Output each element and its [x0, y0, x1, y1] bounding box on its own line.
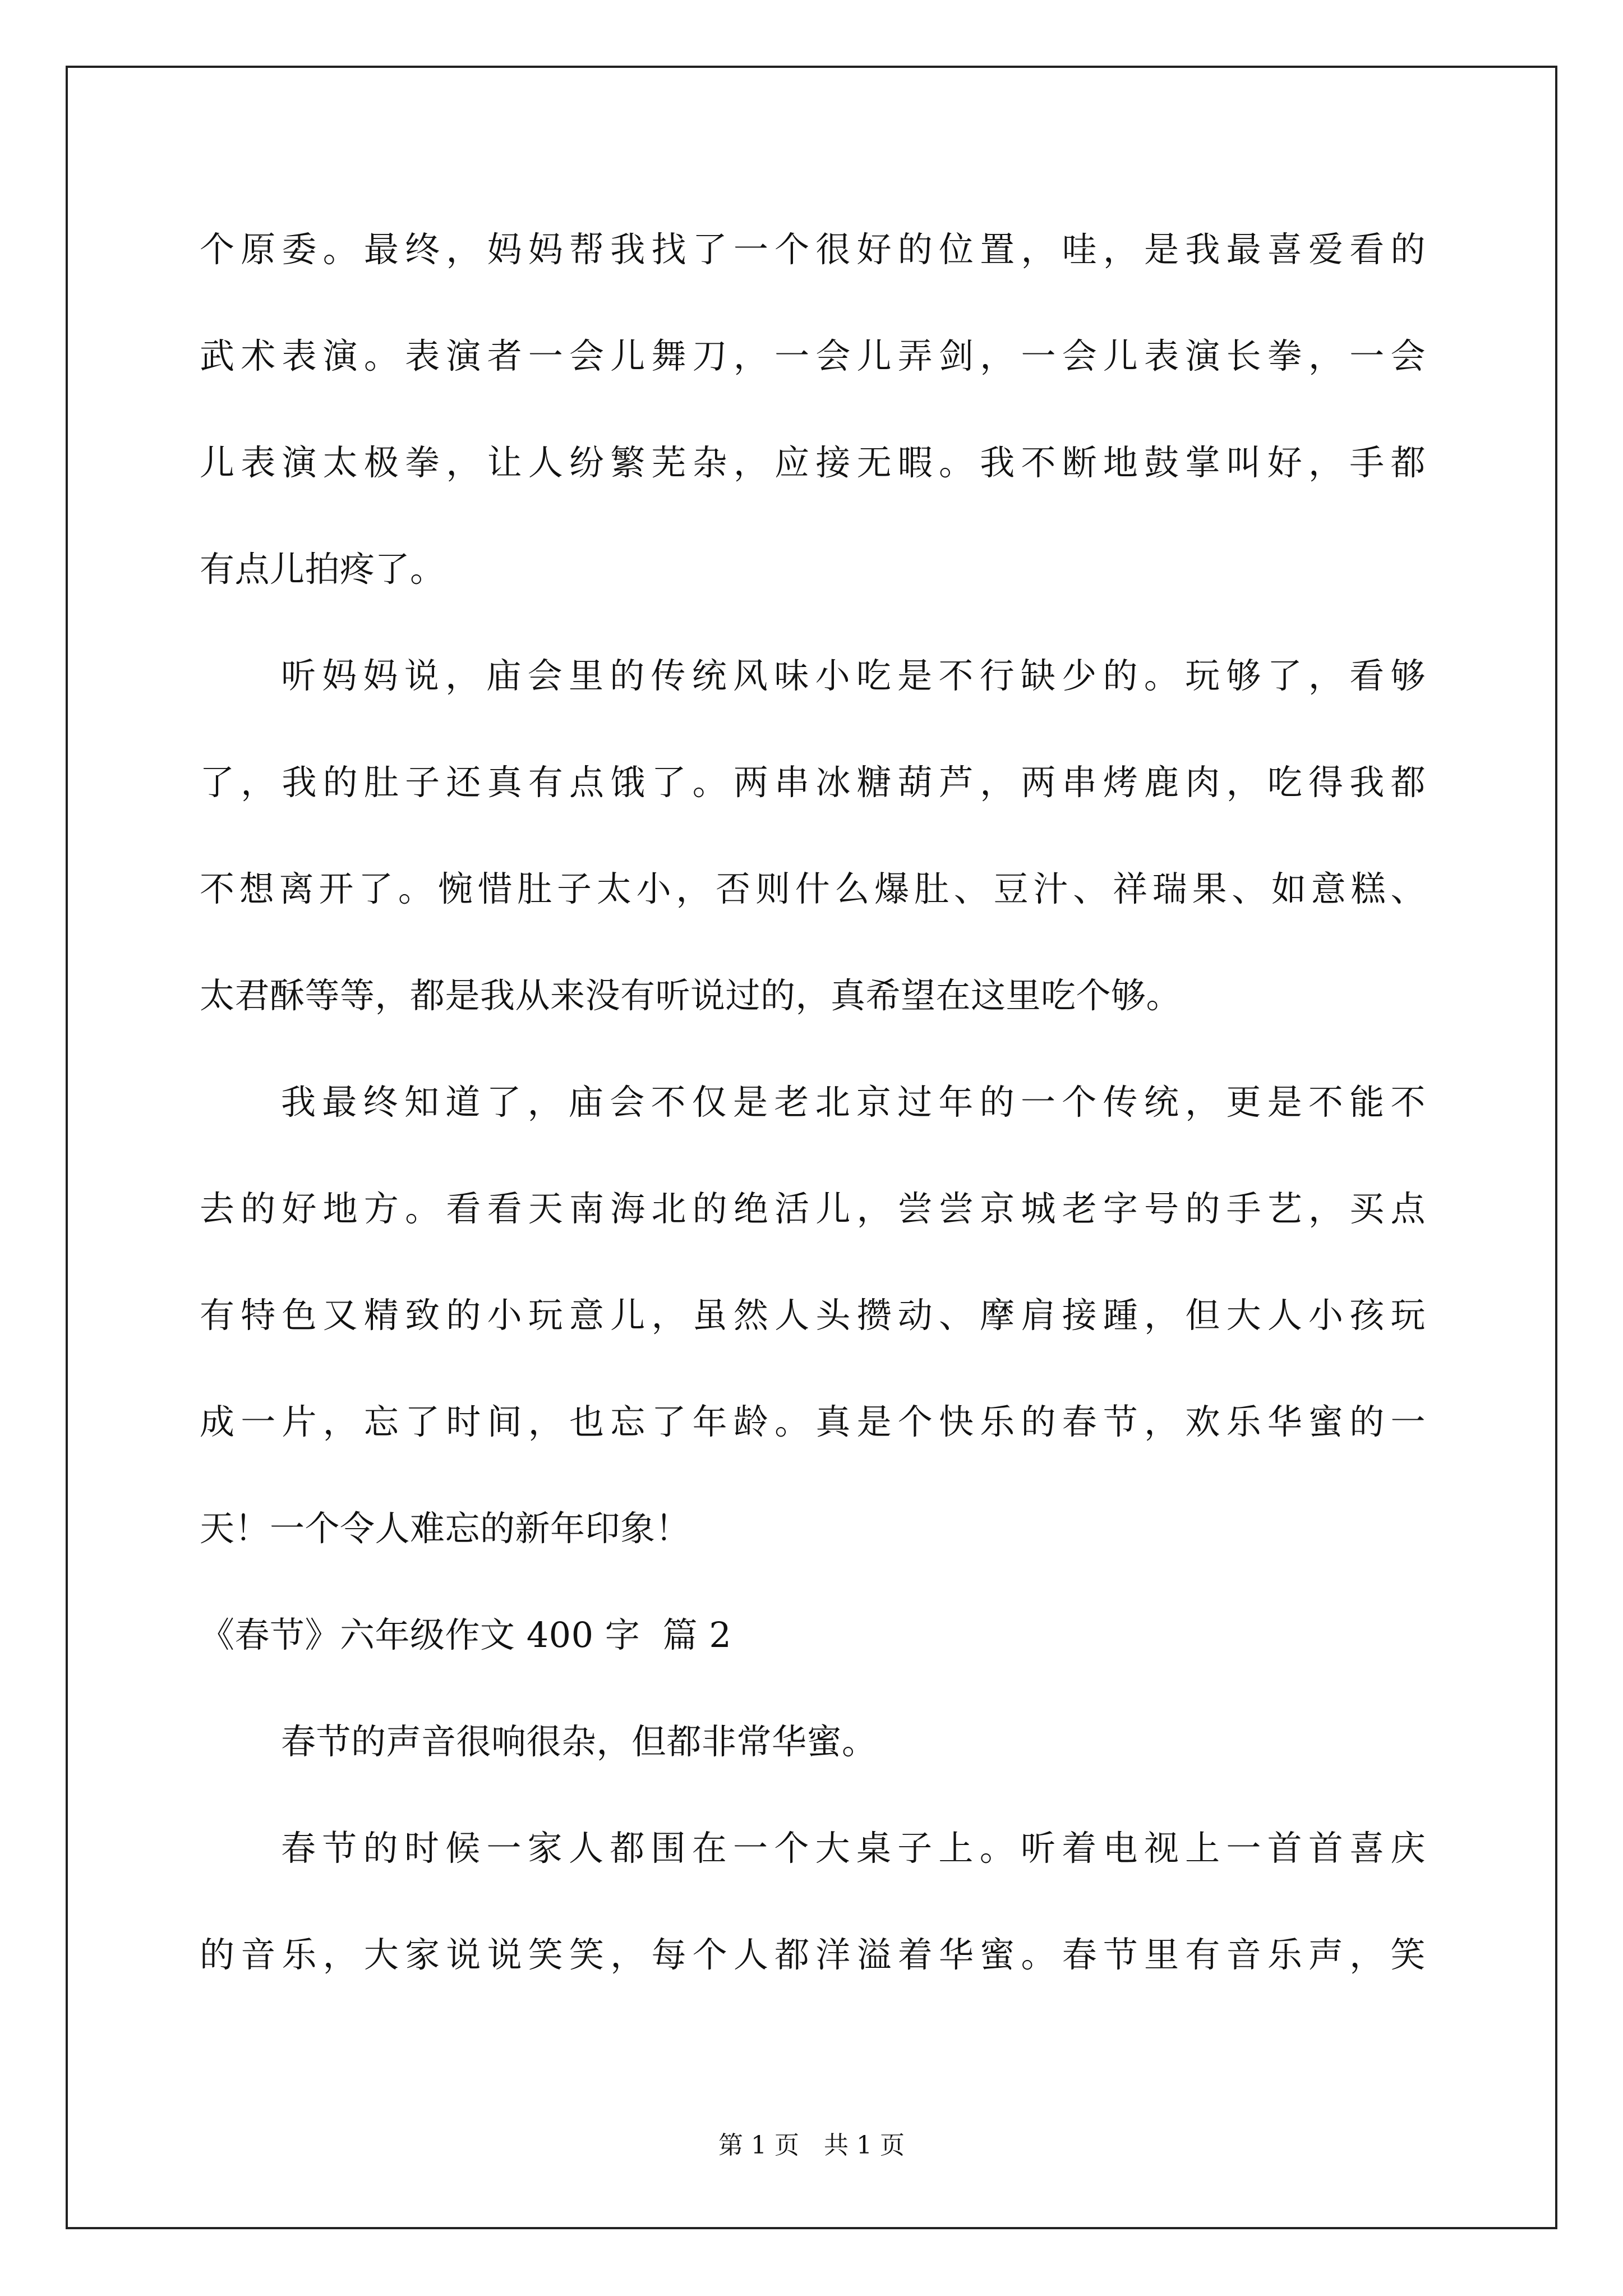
text-line: 个原委。最终，妈妈帮我找了一个很好的位置，哇，是我最喜爱看的 — [200, 229, 1426, 270]
section-heading: 《春节》六年级作文 400 字 篇 2 — [200, 1614, 732, 1655]
page-number: 第 1 页 — [718, 2131, 799, 2160]
text-line: 有点儿拍疼了。 — [200, 549, 445, 590]
text-line: 有特色又精致的小玩意儿，虽然人头攒动、摩肩接踵，但大人小孩玩 — [200, 1295, 1426, 1336]
paragraph-first-line: 听妈妈说，庙会里的传统风味小吃是不行缺少的。玩够了，看够 — [281, 655, 1426, 696]
text-line: 不想离开了。惋惜肚子太小，否则什么爆肚、豆汁、祥瑞果、如意糕、 — [200, 868, 1426, 909]
paragraph-first-line: 春节的时候一家人都围在一个大桌子上。听着电视上一首首喜庆 — [281, 1828, 1426, 1869]
page-border — [66, 66, 1557, 2229]
text-line: 成一片，忘了时间，也忘了年龄。真是个快乐的春节，欢乐华蜜的一 — [200, 1401, 1426, 1442]
text-line: 去的好地方。看看天南海北的绝活儿，尝尝京城老字号的手艺，买点 — [200, 1188, 1426, 1229]
page-footer — [0, 2132, 1623, 2160]
text-line: 太君酥等等，都是我从来没有听说过的，真希望在这里吃个够。 — [200, 975, 1182, 1016]
text-line: 的音乐，大家说说笑笑，每个人都洋溢着华蜜。春节里有音乐声，笑 — [200, 1934, 1426, 1975]
text-line: 天！一个令人难忘的新年印象！ — [200, 1508, 691, 1549]
text-line: 武术表演。表演者一会儿舞刀，一会儿弄剑，一会儿表演长拳，一会 — [200, 335, 1426, 376]
paragraph-first-line: 春节的声音很响很杂，但都非常华蜜。 — [281, 1721, 877, 1762]
paragraph-first-line: 我最终知道了，庙会不仅是老北京过年的一个传统，更是不能不 — [281, 1082, 1426, 1122]
text-line: 了，我的肚子还真有点饿了。两串冰糖葫芦，两串烤鹿肉，吃得我都 — [200, 762, 1426, 803]
page-total: 共 1 页 — [824, 2131, 905, 2160]
text-line: 儿表演太极拳，让人纷繁芜杂，应接无暇。我不断地鼓掌叫好，手都 — [200, 442, 1426, 483]
